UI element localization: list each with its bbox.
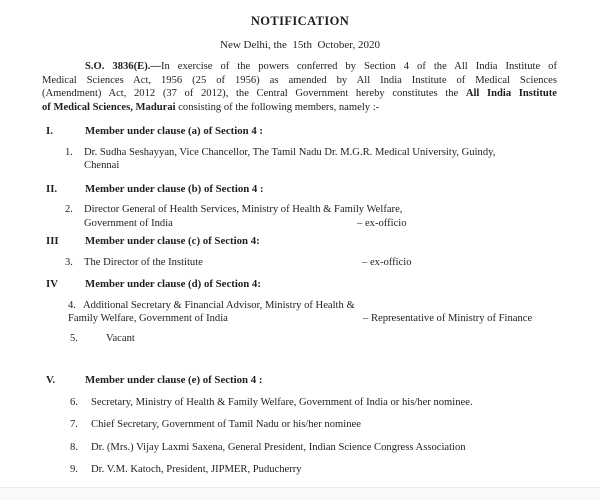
- member-item-4: [0, 299, 600, 326]
- section-title: Member under clause (c) of Section 4:: [85, 235, 260, 247]
- item-number: 8.: [70, 441, 78, 453]
- member-item-7: [0, 418, 600, 432]
- item-number: 9.: [70, 464, 78, 475]
- section-heading-c: [0, 235, 600, 249]
- section-numeral: III: [46, 235, 59, 247]
- intro-line-3: (Amendment) Act, 2012 (37 of 2012), the Central Government hereby constitutes the All India Institute: [42, 88, 557, 99]
- section-heading-e: [0, 374, 600, 388]
- item-number: 1.: [65, 146, 73, 158]
- member-item-1: [0, 146, 600, 173]
- section-heading-d: [0, 278, 600, 292]
- item-text: The Director of the Institute – ex-officio: [84, 256, 412, 268]
- item-text: Dr. V.M. Katoch, President, JIPMER, Puducherry: [91, 464, 302, 475]
- institute-name-part2: of Medical Sciences, Madurai: [42, 101, 176, 113]
- member-item-6: [0, 396, 600, 410]
- section-numeral: II.: [46, 182, 58, 195]
- item-text: Director General of Health Services, Ministry of Health & Family Welfare,: [84, 204, 403, 215]
- section-title: Member under clause (b) of Section 4 :: [85, 182, 264, 195]
- intro-paragraph: [0, 60, 600, 114]
- section-heading-b: [0, 183, 600, 197]
- item-number: 5.: [70, 332, 78, 344]
- intro-line-4: of Medical Sciences, Madurai consisting of the following members, namely :-: [42, 101, 380, 113]
- item-number: 3.: [65, 256, 73, 268]
- item-text: 4. Additional Secretary & Financial Advisor, Ministry of Health &: [68, 299, 355, 311]
- item-number: 2.: [65, 204, 73, 215]
- dateline: New Delhi, the 15th October, 2020: [220, 39, 380, 51]
- item-text: Chennai: [84, 160, 120, 171]
- section-heading-a: [0, 125, 600, 139]
- item-number: 7.: [70, 419, 78, 430]
- item-number: 4.: [68, 299, 76, 311]
- intro-line-2: Medical Sciences Act, 1956 (25 of 1956) as amended by All India Institute of Medical Sciences: [42, 74, 557, 86]
- section-title: Member under clause (e) of Section 4 :: [85, 374, 263, 386]
- scan-edge-shadow: [0, 487, 600, 500]
- section-title: Member under clause (a) of Section 4 :: [85, 125, 264, 137]
- section-title: Member under clause (d) of Section 4:: [85, 278, 261, 290]
- document-title: NOTIFICATION: [250, 14, 350, 28]
- ex-officio-annotation: – ex-officio: [357, 217, 407, 229]
- item-text: Government of India – ex-officio: [84, 217, 407, 229]
- member-item-8: [0, 441, 600, 455]
- item-text: Secretary, Ministry of Health & Family Welfare, Government of India or his/her nominee.: [91, 396, 473, 408]
- so-number: S.O. 3836(E).—: [85, 61, 161, 72]
- section-numeral: V.: [46, 374, 56, 386]
- item-number: 6.: [70, 396, 78, 408]
- item-text: Vacant: [106, 332, 135, 344]
- member-item-2: [0, 203, 600, 230]
- institute-name-part1: All India Institute: [465, 88, 557, 99]
- member-item-5: [0, 332, 600, 346]
- item-text: Dr. Sudha Seshayyan, Vice Chancellor, The Tamil Nadu Dr. M.G.R. Medical University, Guindy,: [84, 146, 496, 158]
- member-item-9: [0, 463, 600, 477]
- intro-line-1: S.O. 3836(E).—In exercise of the powers conferred by Section 4 of the All India Institute of: [85, 61, 557, 72]
- finance-representative-annotation: – Representative of Ministry of Finance: [363, 313, 533, 324]
- section-numeral: I.: [46, 125, 53, 137]
- item-text: Dr. (Mrs.) Vijay Laxmi Saxena, General President, Indian Science Congress Association: [91, 441, 466, 453]
- ex-officio-annotation: – ex-officio: [362, 256, 412, 268]
- item-text: Family Welfare, Government of India – Representative of Ministry of Finance: [68, 313, 533, 324]
- item-text: Chief Secretary, Government of Tamil Nadu or his/her nominee: [91, 419, 361, 430]
- member-item-3: [0, 256, 600, 270]
- section-numeral: IV: [46, 278, 58, 290]
